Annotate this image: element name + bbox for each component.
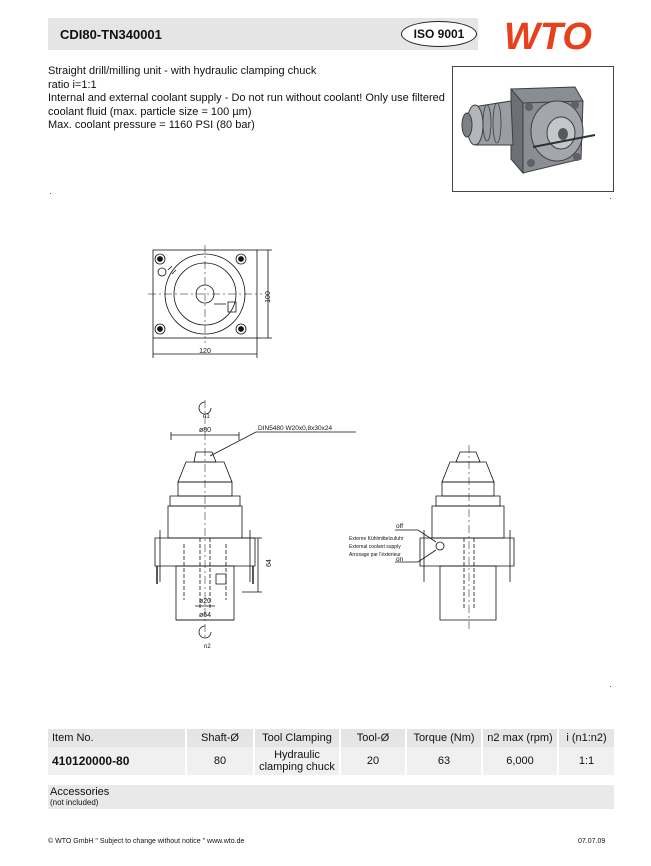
cell-tool-clamping <box>253 747 339 775</box>
print-mark <box>50 193 51 194</box>
col-torque: Torque (Nm) <box>405 729 481 747</box>
cell-item-no: 410120000-80 <box>48 747 185 775</box>
technical-drawing <box>0 230 651 670</box>
cell-shaft: 80 <box>185 747 253 775</box>
col-tool-clamping: Tool Clamping <box>253 729 339 747</box>
table-row <box>48 747 614 775</box>
rotation-n1: n1 <box>203 414 210 420</box>
coolant-text-de: Externe Kühlmittelzufuhr <box>349 536 404 542</box>
spline-spec: DIN5480 W20x0,8x30x24 <box>258 425 333 432</box>
clamping-line: clamping chuck <box>259 761 335 773</box>
clamping-line: Hydraulic <box>274 749 320 761</box>
col-n2-max: n2 max (rpm) <box>481 729 557 747</box>
accessories-title: Accessories <box>50 786 110 798</box>
cell-tool-dia: 20 <box>339 747 405 775</box>
footer-copyright: © WTO GmbH " Subject to change without notice " www.wto.de <box>48 838 245 845</box>
col-item-no: Item No. <box>48 729 185 747</box>
coolant-view <box>395 445 514 630</box>
accessories-note: (not included) <box>50 798 99 807</box>
dim-dia-64: ø64 <box>198 612 212 619</box>
dim-width-120: 120 <box>199 348 211 355</box>
desc-line: Internal and external coolant supply - Do not run without coolant! Only use filtered <box>48 92 445 104</box>
spec-table <box>48 729 614 775</box>
col-ratio: i (n1:n2) <box>557 729 614 747</box>
print-mark <box>610 686 611 687</box>
logo-text: WTO <box>504 16 592 54</box>
desc-line: ratio i=1:1 <box>48 78 97 91</box>
cell-torque: 63 <box>405 747 481 775</box>
product-photo <box>452 66 614 192</box>
dim-dia-20: ø20 <box>198 598 212 605</box>
dim-height-64: 64 <box>266 559 273 567</box>
cell-n2-max: 6,000 <box>481 747 557 775</box>
accessories-bar <box>48 785 614 809</box>
footer-date: 07.07.09 <box>578 838 606 845</box>
coolant-text-fr: Arrosage par l'éxterieur <box>349 552 401 558</box>
desc-line: Max. coolant pressure = 1160 PSI (80 bar) <box>48 119 255 131</box>
cell-ratio: 1:1 <box>557 747 614 775</box>
rotation-n2: n2 <box>204 644 211 650</box>
wto-logo <box>500 16 618 54</box>
top-view <box>148 245 272 358</box>
print-mark <box>610 198 611 199</box>
dim-height-100: 100 <box>265 291 272 303</box>
col-shaft: Shaft-Ø <box>185 729 253 747</box>
coolant-text-en: External coolant supply <box>349 544 401 550</box>
side-view <box>155 400 356 640</box>
col-tool-dia: Tool-Ø <box>339 729 405 747</box>
iso-badge: ISO 9001 <box>401 21 477 47</box>
desc-line: Straight drill/milling unit - with hydraulic clamping chuck <box>48 65 317 77</box>
table-header-row <box>48 729 614 747</box>
product-description <box>48 65 448 133</box>
document-title: CDI80-TN340001 <box>60 27 162 42</box>
coolant-on-label: on <box>396 556 404 563</box>
coolant-off-label: off <box>396 523 404 530</box>
desc-line: coolant fluid (max. particle size = 100 µm) <box>48 105 252 118</box>
dim-dia-80: ø80 <box>198 427 212 434</box>
